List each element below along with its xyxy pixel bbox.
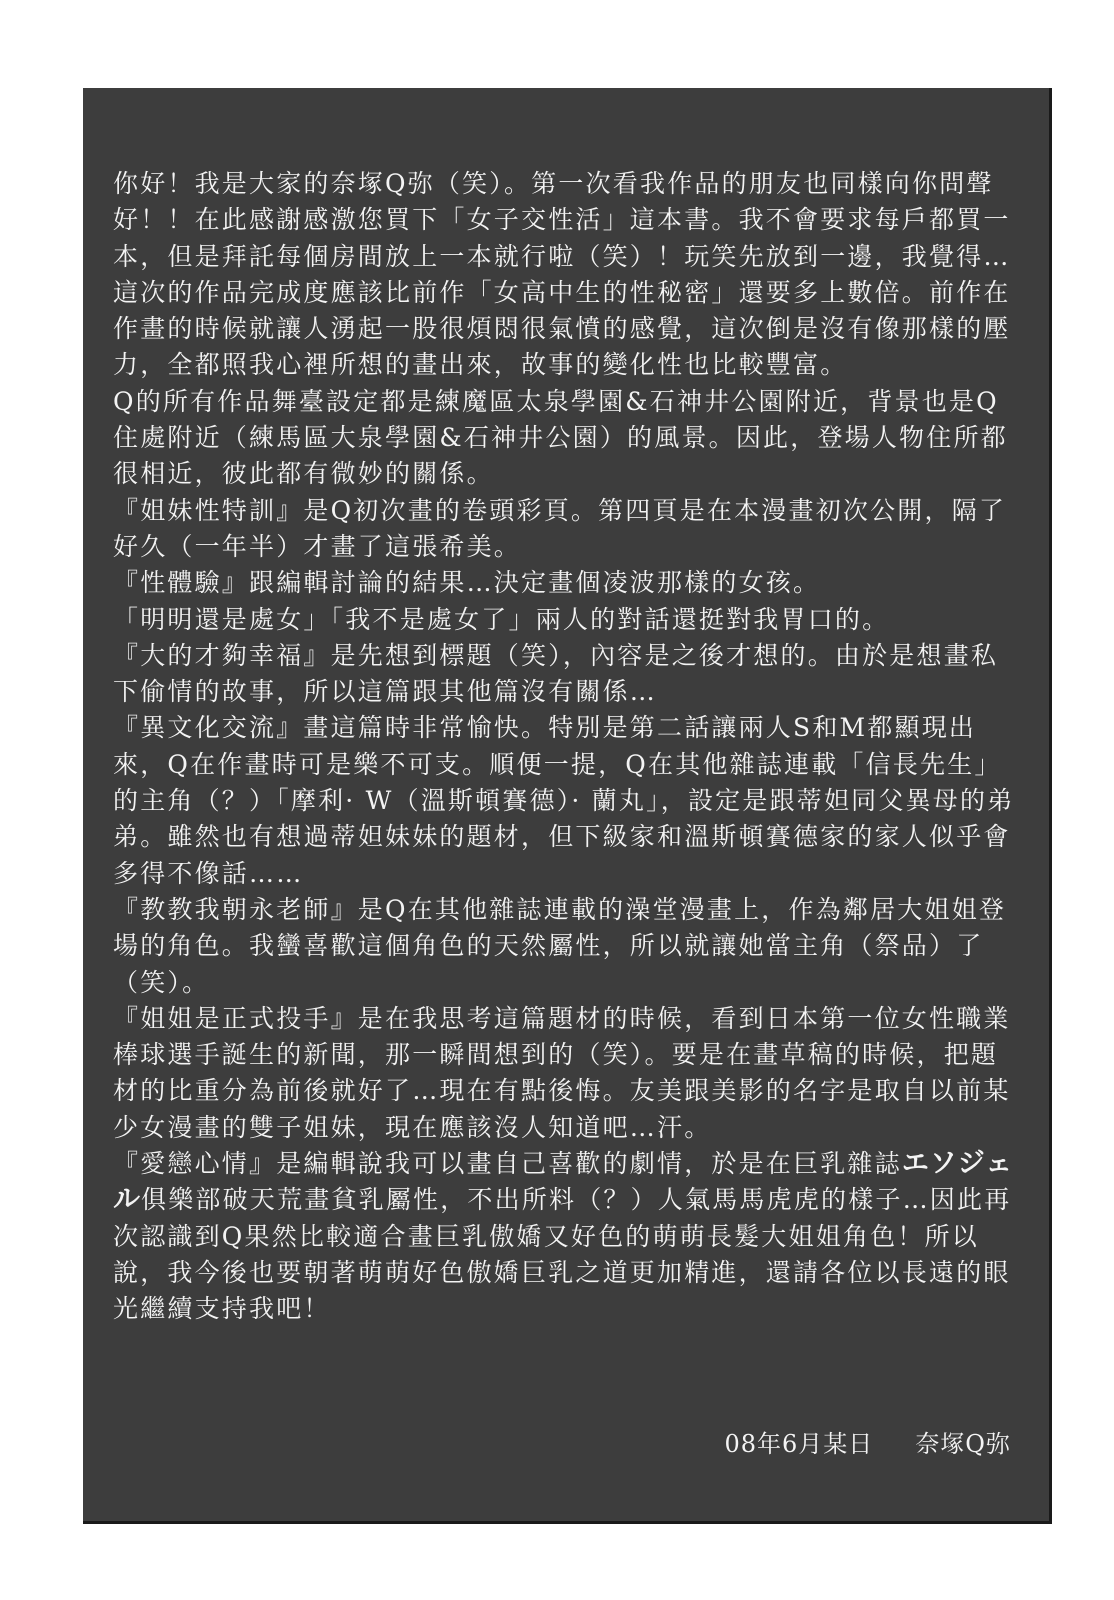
paragraph-setting: Q的所有作品舞臺設定都是練魔區太泉學園&石神井公園附近，背景也是Q住處附近（練馬區大泉學園&石神井公園）的風景。因此，登場人物住所都很相近，彼此都有微妙的關係。: [113, 386, 1008, 489]
paragraph-intro: 你好！我是大家的奈塚Q弥（笑）。第一次看我作品的朋友也同樣向你問聲好！！在此感謝感激您買下「女子交性活」這本書。我不會要求每戶都買一本，但是拜託每個房間放上一本就行啦（笑）！玩笑先放到一邊，我覺得…這次的作品完成度應該比前作「女高中生的性秘密」還要多上數倍。前作在作畫的時候就讓人湧起一股很煩悶很氣憤的感覺，這次倒是沒有像那樣的壓力，全都照我心裡所想的畫出來，故事的變化性也比較豐富。: [113, 169, 1011, 380]
signature-author: 奈塚Q弥: [915, 1430, 1011, 1458]
afterword-text: [113, 166, 1018, 1328]
paragraph-culture-exchange: 『異文化交流』畫這篇時非常愉快。特別是第二話讓兩人S和M都顯現出來，Q在作畫時可是樂不可支。順便一提，Q在其他雜誌連載「信長先生」的主角（？）「摩利· W（溫斯頓賽德）· 蘭丸」，設定是跟蒂妲同父異母的弟弟。雖然也有想過蒂妲妹妹的題材，但下級家和溫斯頓賽德家的家人似乎會多得不像話……: [113, 713, 1015, 888]
love-feelings-part1: 『愛戀心情』是編輯說我可以畫自己喜歡的劇情，於是在巨乳雜誌: [113, 1149, 902, 1179]
afterword-panel: [83, 88, 1052, 1524]
signature-date: 08年6月某日: [724, 1430, 874, 1458]
paragraph-big-happiness: 『大的才夠幸福』是先想到標題（笑），內容是之後才想的。由於是想畫私下偷情的故事，所以這篇跟其他篇沒有關係…: [113, 640, 999, 707]
paragraph-experience: 『性體驗』跟編輯討論的結果…決定畫個凌波那樣的女孩。: [113, 568, 821, 598]
love-feelings-part2: 俱樂部破天荒畫貧乳屬性，不出所料（？）人氣馬馬虎虎的樣子…因此再次認識到Q果然比較適合畫巨乳傲嬌又好色的萌萌長髮大姐姐角色！所以說，我今後也要朝著萌萌好色傲嬌巨乳之道更加精進，還請各位以長遠的眼光繼續支持我吧！: [113, 1185, 1012, 1324]
paragraph-sister-training: 『姐妹性特訓』是Q初次畫的卷頭彩頁。第四頁是在本漫畫初次公開，隔了好久（一年半）才畫了這張希美。: [113, 495, 1007, 561]
paragraph-pitcher: 『姐姐是正式投手』是在我思考這篇題材的時候，看到日本第一位女性職業棒球選手誕生的新聞，那一瞬間想到的（笑）。要是在畫草稿的時候，把題材的比重分為前後就好了…現在有點後悔。友美跟美影的名字是取自以前某少女漫畫的雙子姐妹，現在應該沒人知道吧…汗。: [113, 1003, 1011, 1142]
signature: [725, 1424, 1012, 1459]
paragraph-dialogue: 「明明還是處女」「我不是處女了」兩人的對話還挺對我胃口的。: [113, 604, 890, 634]
magazine-brand: エソジェル: [113, 1148, 1014, 1216]
paragraph-teacher: 『教教我朝永老師』是Q在其他雜誌連載的澡堂漫畫上，作為鄰居大姐姐登場的角色。我蠻喜歡這個角色的天然屬性，所以就讓她當主角（祭品）了（笑）。: [113, 894, 1007, 997]
paragraph-love-feelings: [113, 1146, 1018, 1327]
